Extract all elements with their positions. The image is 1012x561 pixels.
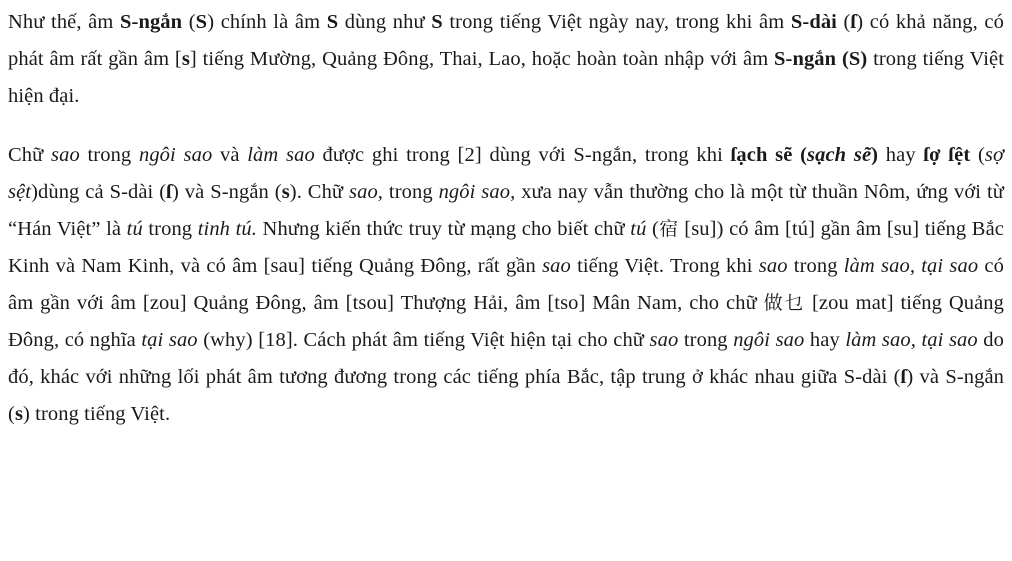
text-run: s: [181, 48, 190, 70]
text-run: ngôi sao: [733, 329, 805, 351]
text-run: tinh tú.: [197, 218, 257, 240]
text-run: ngôi sao,: [438, 181, 516, 203]
text-run: S-dài: [790, 11, 837, 33]
text-run: S-ngắn (S): [774, 48, 868, 70]
text-run: s: [14, 403, 24, 425]
text-run: ſ: [850, 11, 857, 33]
text-run: tú: [126, 218, 143, 240]
text-run: S: [195, 11, 208, 33]
text-run: ſ: [900, 366, 907, 388]
text-run: ſ: [166, 181, 172, 203]
text-run: ): [871, 144, 879, 166]
text-run: S: [431, 11, 443, 33]
text-run: làm sao: [247, 144, 315, 166]
paragraph-2: Chữ sao trong ngôi sao và làm sao được ghi trong [2] dùng với S-ngắn, trong khi ſạch sẽ (sạch sẽ) hay ſợ ſệt (sợ sệt)dùng cả S-dài (ſ) và S-ngắn (s). Chữ sao, trong ngôi sao, xưa nay vẫn thường cho là một từ thuần Nôm, ứng với từ “Hán Việt” là tú trong tinh tú. Nhưng kiến thức truy từ mạng cho biết chữ tú (宿 [su]) có âm [tú] gần âm [su] tiếng Bắc Kinh và Nam Kinh, và có âm [sau] tiếng Quảng Đông, rất gần sao tiếng Việt. Trong khi sao trong làm sao, tại sao có âm gần với âm [zou] Quảng Đông, âm [tsou] Thượng Hải, âm [tso] Mân Nam, cho chữ 做乜 [zou mat] tiếng Quảng Đông, có nghĩa tại sao (why) [18]. Cách phát âm tiếng Việt hiện tại cho chữ sao trong ngôi sao hay làm sao, tại sao do đó, khác với những lối phát âm tương đương trong các tiếng phía Bắc, tập trung ở khác nhau giữa S-dài (ſ) và S-ngắn (s) trong tiếng Việt.: [8, 144, 1005, 425]
text-run: 宿: [658, 218, 679, 240]
text-run: ſạch sẽ (: [730, 144, 808, 166]
text-run: sao: [542, 255, 571, 277]
text-run: sao: [758, 255, 788, 277]
text-run: sao,: [349, 181, 384, 203]
paragraph-1: Như thế, âm S-ngắn (S) chính là âm S dùng như S trong tiếng Việt ngày nay, trong khi âm S-dài (ſ) có khả năng, có phát âm rất gần âm [s] tiếng Mường, Quảng Đông, Thai, Lao, hoặc hoàn toàn nhập với âm S-ngắn (S) trong tiếng Việt hiện đại.: [8, 11, 1004, 107]
text-run: làm sao, tại sao: [845, 329, 978, 351]
text-run: tú: [630, 218, 647, 240]
text-run: sao: [51, 144, 80, 166]
text-run: ngôi sao: [138, 144, 213, 166]
text-run: làm sao, tại sao: [843, 255, 979, 277]
text-run: tại sao: [141, 329, 198, 351]
text-run: s: [281, 181, 290, 203]
text-run: S-ngắn: [120, 11, 183, 33]
text-run: sợ sệt: [8, 144, 1005, 203]
text-run: sao: [649, 329, 679, 351]
text-run: 做乜: [763, 292, 806, 314]
text-run: ſợ ſệt: [923, 144, 971, 166]
text-run: S: [326, 11, 339, 33]
text-run: sạch sẽ: [807, 144, 872, 166]
